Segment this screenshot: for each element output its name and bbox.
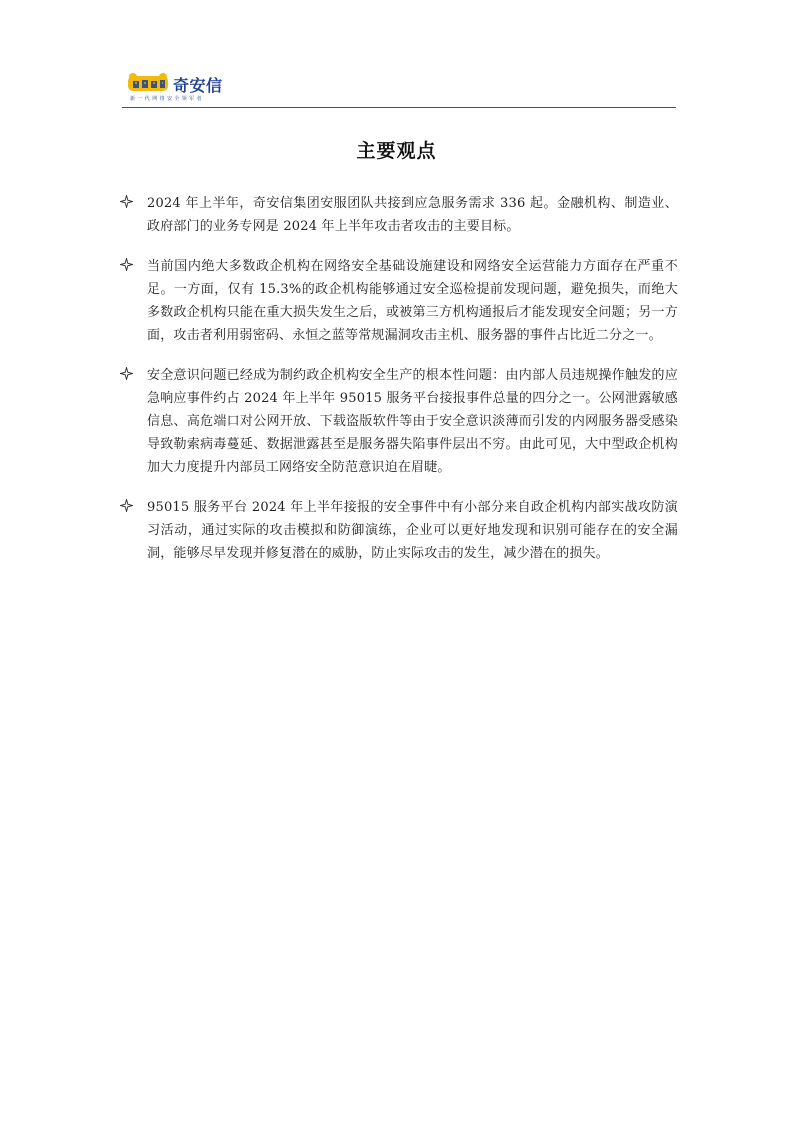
four-pointed-star-icon: [120, 367, 133, 380]
four-pointed-star-icon: [120, 195, 133, 208]
logo-mark-icon: [127, 72, 171, 94]
brand-name: 奇安信: [173, 76, 223, 95]
page-header: [122, 70, 676, 110]
header-divider: [122, 107, 676, 108]
key-point-2: [118, 255, 678, 347]
four-pointed-star-icon: [120, 499, 133, 512]
key-point-3: [118, 364, 678, 479]
key-point-text: 95015 服务平台 2024 年上半年接报的安全事件中有小部分来自政企机构内部实战攻防演习活动，通过实际的攻击模拟和防御演练，企业可以更好地发现和识别可能存在的安全漏洞，能够尽早发现并修复潜在的威胁，防止实际攻击的发生，减少潜在的损失。: [147, 500, 678, 561]
key-point-text: 2024 年上半年，奇安信集团安服团队共接到应急服务需求 336 起。金融机构、制造业、政府部门的业务专网是 2024 年上半年攻击者攻击的主要目标。: [147, 196, 678, 234]
key-point-4: [118, 496, 678, 565]
page-title: 主要观点: [356, 140, 437, 162]
four-pointed-star-icon: [120, 258, 133, 271]
key-point-text: 安全意识问题已经成为制约政企机构安全生产的根本性问题：由内部人员违规操作触发的应急响应事件约占 2024 年上半年 95015 服务平台接报事件总量的四分之一。公网泄露敏感信息、高危端口对公网开放、下载盗版软件等由于安全意识淡薄而引发的内网服务器受感染导致勒索病毒蔓延、数据泄露甚至是服务器失陷事件层出不穷。由此可见，大中型政企机构加大力度提升内部员工网络安全防范意识迫在眉睫。: [147, 368, 678, 475]
key-points-list: [118, 192, 678, 582]
brand-slogan: 新一代网络安全领军者: [130, 96, 205, 102]
key-point-1: [118, 192, 678, 238]
key-point-text: 当前国内绝大多数政企机构在网络安全基础设施建设和网络安全运营能力方面存在严重不足。一方面，仅有 15.3%的政企机构能够通过安全巡检提前发现问题，避免损失，而绝大多数政企机构只能在重大损失发生之后，或被第三方机构通报后才能发现安全问题；另一方面，攻击者利用弱密码、永恒之蓝等常规漏洞攻击主机、服务器的事件占比近二分之一。: [147, 259, 678, 343]
